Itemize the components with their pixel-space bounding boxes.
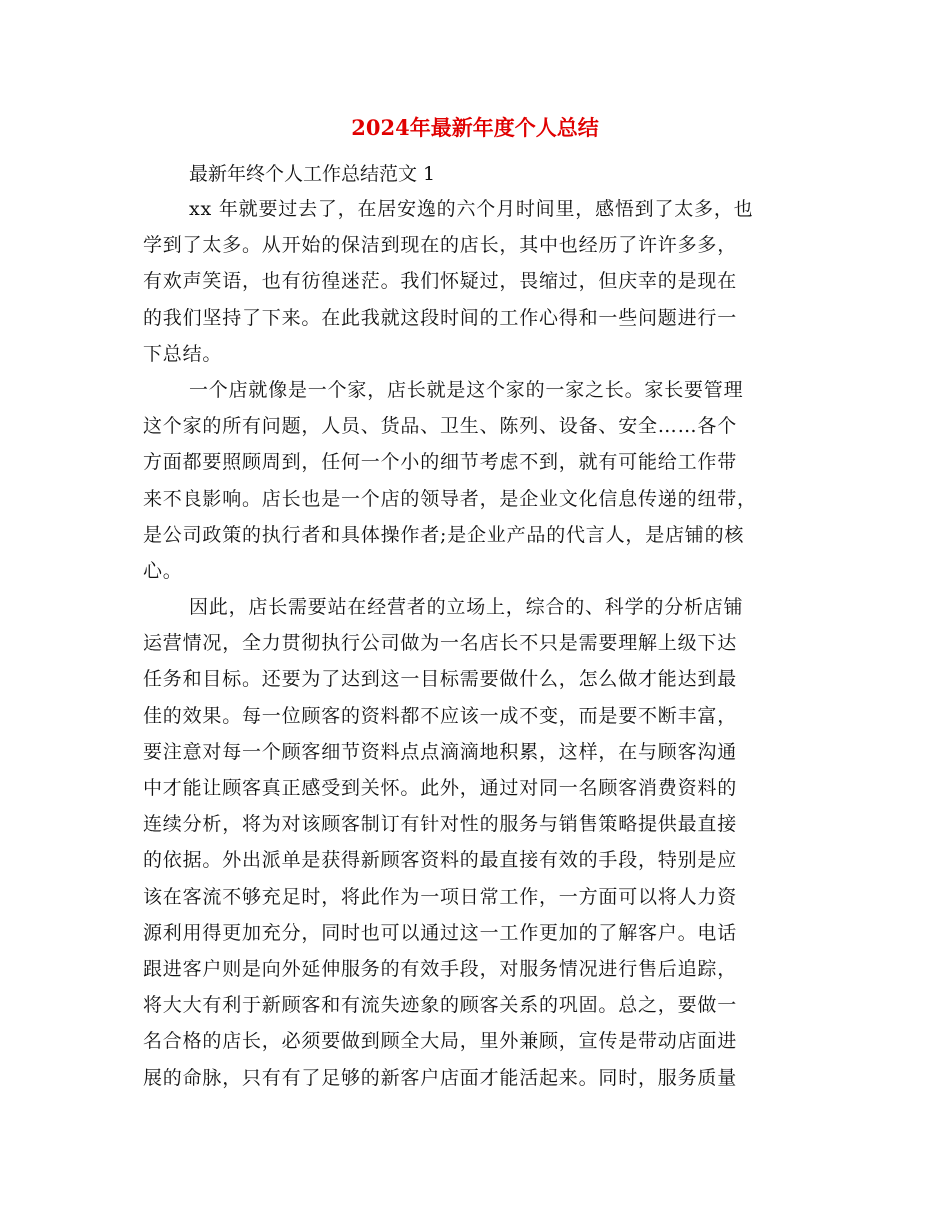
text-line: 要注意对每一个顾客细节资料点点滴滴地积累，这样，在与顾客沟通 xyxy=(143,740,738,763)
text-line: 源利用得更加充分，同时也可以通过这一工作更加的了解客户。电话 xyxy=(143,921,738,944)
text-line: 心。 xyxy=(143,559,183,582)
text-line: xx 年就要过去了，在居安逸的六个月时间里，感悟到了太多，也 xyxy=(189,198,754,220)
text-line: 将大大有利于新顾客和有流失迹象的顾客关系的巩固。总之，要做一 xyxy=(143,994,738,1017)
text-line: 方面都要照顾周到，任何一个小的细节考虑不到，就有可能给工作带 xyxy=(143,451,738,474)
text-line: 一个店就像是一个家，店长就是这个家的一家之长。家长要管理 xyxy=(189,378,744,401)
text-line: 因此，店长需要站在经营者的立场上，综合的、科学的分析店铺 xyxy=(189,596,744,619)
text-line: 名合格的店长，必须要做到顾全大局，里外兼顾，宣传是带动店面进 xyxy=(143,1030,738,1053)
paragraph-3 xyxy=(143,589,805,1096)
text-line: 学到了太多。从开始的保洁到现在的店长，其中也经历了许许多多， xyxy=(143,234,738,257)
text-line: 连续分析，将为对该顾客制订有针对性的服务与销售策略提供最直接 xyxy=(143,813,738,836)
text-line: 该在客流不够充足时，将此作为一项日常工作，一方面可以将人力资 xyxy=(143,885,738,908)
text-line: 佳的效果。每一位顾客的资料都不应该一成不变，而是要不断丰富， xyxy=(143,704,738,727)
text-line: 的依据。外出派单是获得新顾客资料的最直接有效的手段，特别是应 xyxy=(143,849,738,872)
text-line: 运营情况，全力贯彻执行公司做为一名店长不只是需要理解上级下达 xyxy=(143,632,738,655)
text-line: 有欢声笑语，也有彷徨迷茫。我们怀疑过，畏缩过，但庆幸的是现在 xyxy=(143,270,738,293)
text-line: 来不良影响。店长也是一个店的领导者，是企业文化信息传递的纽带， xyxy=(143,487,757,510)
paragraph-2 xyxy=(143,372,805,589)
text-line: 跟进客户则是向外延伸服务的有效手段，对服务情况进行售后追踪， xyxy=(143,957,738,980)
text-line: 中才能让顾客真正感受到关怀。此外，通过对同一名顾客消费资料的 xyxy=(143,777,738,799)
text-line: 下总结。 xyxy=(143,342,223,365)
text-line: 任务和目标。还要为了达到这一目标需要做什么，怎么做才能达到最 xyxy=(143,668,738,691)
text-line: 这个家的所有问题，人员、货品、卫生、陈列、设备、安全……各个 xyxy=(143,415,738,438)
text-line: 展的命脉，只有有了足够的新客户店面才能活起来。同时，服务质量 xyxy=(143,1066,738,1089)
text-line: 的我们坚持了下来。在此我就这段时间的工作心得和一些问题进行一 xyxy=(143,306,738,329)
document-body xyxy=(143,158,805,1096)
document-title: 2024年最新年度个人总结 xyxy=(351,115,599,140)
document-subtitle: 最新年终个人工作总结范文 1 xyxy=(189,163,436,185)
text-line: 是公司政策的执行者和具体操作者;是企业产品的代言人，是店铺的核 xyxy=(143,523,745,546)
paragraph-1 xyxy=(143,191,805,372)
